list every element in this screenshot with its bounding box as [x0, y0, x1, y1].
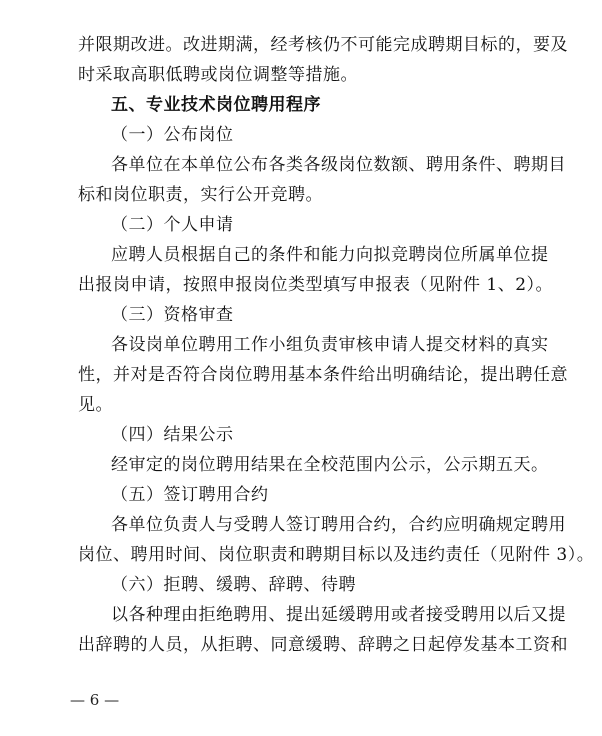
body-text-line: 标和岗位职责，实行公开竞聘。: [78, 185, 323, 205]
subsection-heading: （五）签订聘用合约: [111, 485, 269, 505]
subsection-heading: （六）拒聘、缓聘、辞聘、待聘: [111, 575, 356, 595]
body-text-line: 各单位在本单位公布各类各级岗位数额、聘用条件、聘期目: [111, 155, 566, 175]
section-heading: 五、专业技术岗位聘用程序: [111, 95, 321, 115]
body-text-line: 见。: [78, 395, 113, 415]
body-text-line: 出辞聘的人员，从拒聘、同意缓聘、辞聘之日起停发基本工资和: [78, 635, 568, 655]
body-text-line: 应聘人员根据自己的条件和能力向拟竞聘岗位所属单位提: [111, 245, 549, 265]
page-number: — 6 —: [70, 691, 120, 709]
body-text-line: 各设岗单位聘用工作小组负责审核申请人提交材料的真实: [111, 335, 549, 355]
body-text-line: 性，并对是否符合岗位聘用基本条件给出明确结论，提出聘任意: [78, 365, 568, 385]
subsection-heading: （一）公布岗位: [111, 125, 234, 145]
body-text-line: 岗位、聘用时间、岗位职责和聘期目标以及违约责任（见附件 3）。: [78, 545, 595, 565]
body-text-line: 并限期改进。改进期满，经考核仍不可能完成聘期目标的，要及: [78, 35, 568, 55]
subsection-heading: （三）资格审查: [111, 305, 234, 325]
body-text-line: 时采取高职低聘或岗位调整等措施。: [78, 65, 358, 85]
body-text-line: 以各种理由拒绝聘用、提出延缓聘用或者接受聘用以后又提: [111, 605, 566, 625]
subsection-heading: （二）个人申请: [111, 215, 234, 235]
body-text-line: 各单位负责人与受聘人签订聘用合约，合约应明确规定聘用: [111, 515, 566, 535]
body-text-line: 经审定的岗位聘用结果在全校范围内公示，公示期五天。: [111, 455, 549, 475]
subsection-heading: （四）结果公示: [111, 425, 234, 445]
body-text-line: 出报岗申请，按照申报岗位类型填写申报表（见附件 1、2）。: [78, 275, 554, 295]
